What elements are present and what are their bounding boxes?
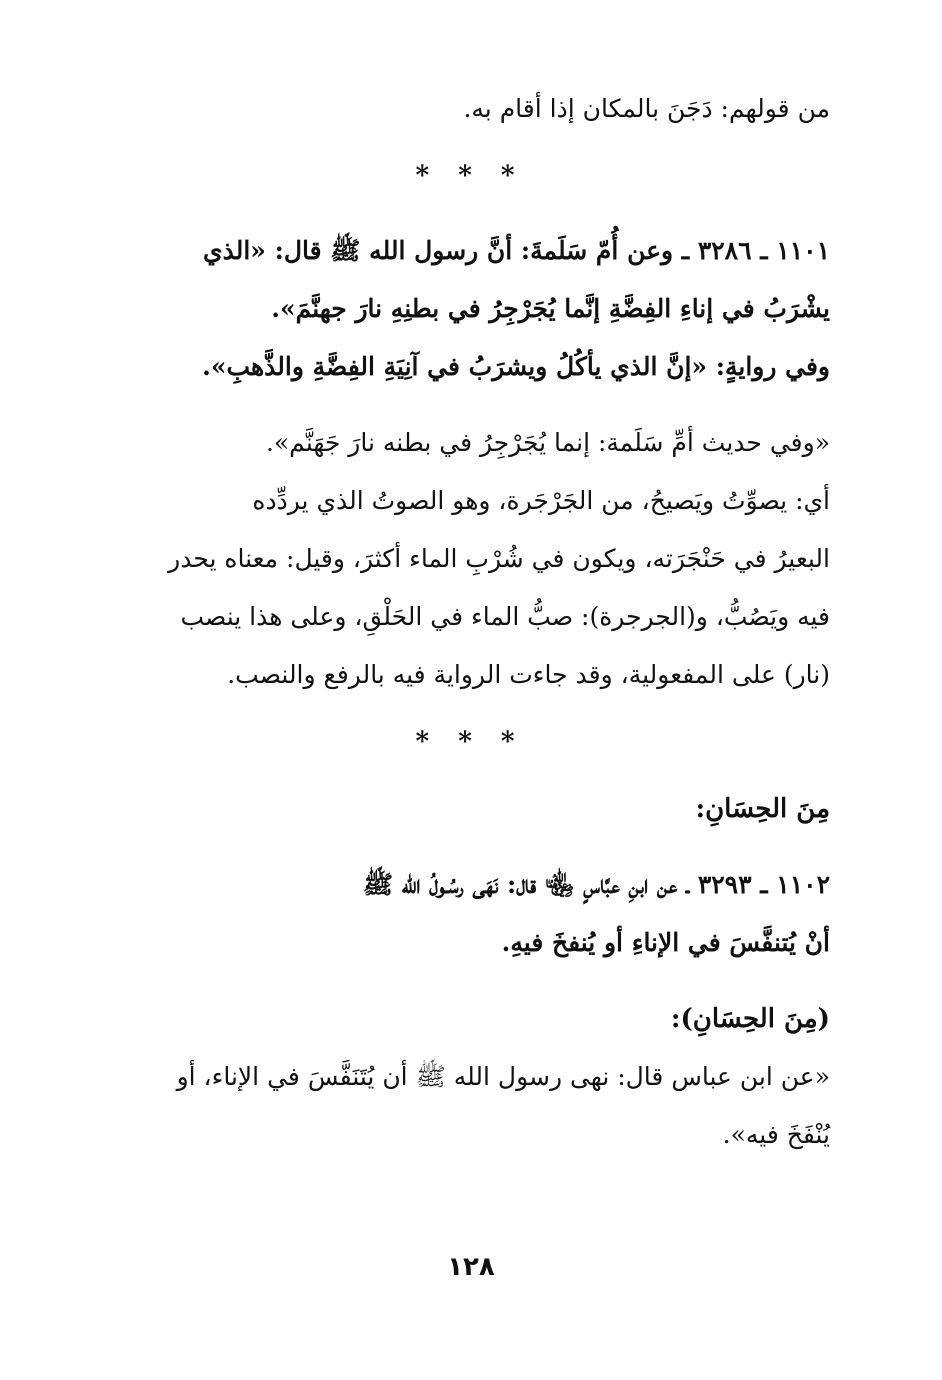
hadith-1102-line-1: ١١٠٢ ـ ٣٢٩٣ ـ عن ابنِ عبَّاسٍ ﵄ قال: نَهَى رسُـولُ الله ﷺ <box>362 870 830 899</box>
commentary-1101-quote: «وفي حديث أمِّ سَلَمة: إنما يُجَرْجِرُ في بطنه نارَ جَهَنَّم». <box>265 428 830 457</box>
commentary-1102-line-1: «عن ابن عباس قال: نهى رسول الله ﷺ أن يُتَنَفَّسَ في الإناء، أو <box>176 1062 830 1091</box>
commentary-heading: (مِنَ الحِسَانِ): <box>670 1004 830 1034</box>
book-page <box>110 80 830 1164</box>
intro-line: من قولهم: دَجَنَ بالمكان إذا أقام به. <box>463 94 830 123</box>
commentary-1101-line-1: أي: يصوِّتُ ويَصيحُ، من الجَرْجَرة، وهو الصوتُ الذي يردِّده <box>252 486 830 515</box>
commentary-1102-line-2: يُنْفَخَ فيه». <box>722 1120 830 1149</box>
commentary-1101-line-2: البعيرُ في حَنْجَرَته، ويكون في شُرْبِ الماء أكثرَ، وقيل: معناه يحدر <box>168 544 830 573</box>
hadith-1101-line-2: يشْرَبُ في إناءِ الفِضَّةِ إنَّما يُجَرْجِرُ في بطنِهِ نارَ جهنَّمَ». <box>271 294 830 323</box>
hadith-1101-line-1: ١١٠١ ـ ٣٢٨٦ ـ وعن أُمّ سَلَمةَ: أنَّ رسول الله ﷺ قال: «الذي <box>203 236 830 265</box>
section-separator: * * * <box>415 727 525 757</box>
page-number: ١٢٨ <box>447 1252 495 1282</box>
commentary-1101-line-3: فيه ويَصُبُّ، و(الجرجرة): صبُّ الماء في الحَلْقِ، وعلى هذا ينصب <box>180 602 830 631</box>
section-separator: * * * <box>415 161 525 191</box>
section-heading: مِنَ الحِسَانِ: <box>695 794 830 824</box>
commentary-1101-line-4: (نار) على المفعولية، وقد جاءت الرواية فيه بالرفع والنصب. <box>227 660 830 689</box>
hadith-1102-line-2: أنْ يُتنفَّسَ في الإناءِ أو يُنفخَ فيهِ. <box>501 928 830 957</box>
hadith-1101-riwaya: وفي روايةٍ: «إنَّ الذي يأكُلُ ويشرَبُ في آنِيَةِ الفِضَّةِ والذَّهبِ». <box>202 352 830 381</box>
